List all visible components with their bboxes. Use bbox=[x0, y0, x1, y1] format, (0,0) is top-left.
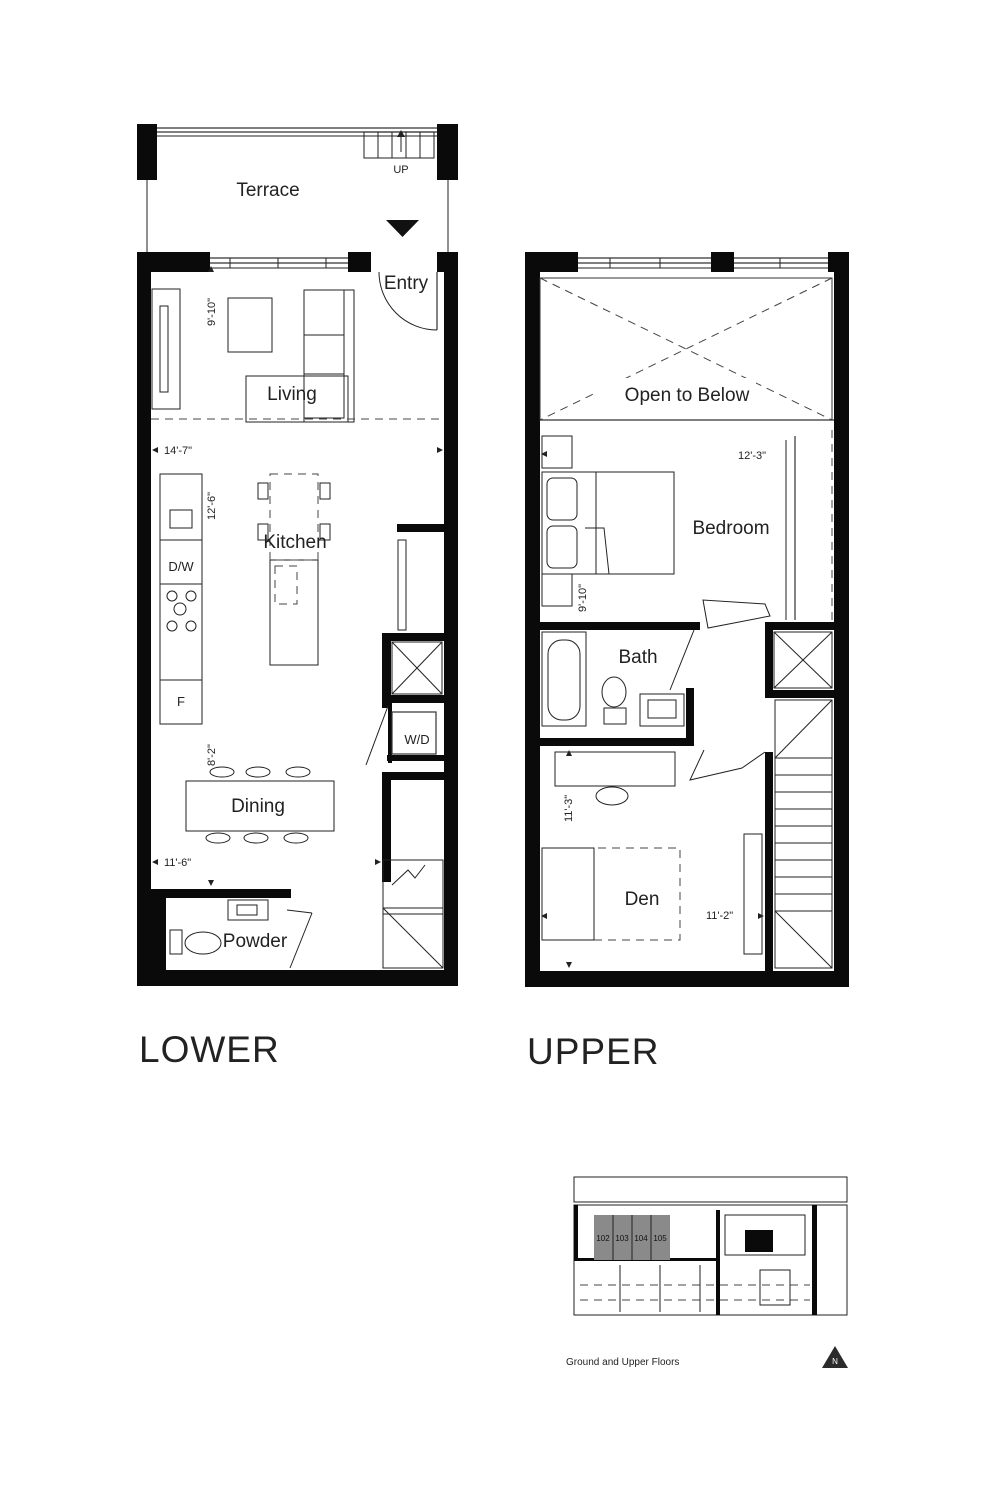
key-unit-105: 105 bbox=[653, 1234, 667, 1243]
room-label-den: Den bbox=[624, 889, 660, 910]
dim-bedroom-width: 12'-3" bbox=[738, 450, 767, 462]
north-label: N bbox=[832, 1357, 838, 1366]
room-label-bath: Bath bbox=[618, 647, 658, 668]
dim-width-back: 11'-6" bbox=[164, 857, 192, 869]
room-label-entry: Entry bbox=[383, 273, 429, 294]
room-label-dining: Dining bbox=[231, 796, 285, 817]
key-plan bbox=[566, 1177, 848, 1368]
living-furniture bbox=[151, 273, 444, 422]
key-unit-103: 103 bbox=[615, 1234, 629, 1243]
lower-walls bbox=[137, 252, 458, 986]
dining-area bbox=[186, 767, 334, 843]
bath-area bbox=[542, 630, 694, 726]
room-label-terrace: Terrace bbox=[236, 180, 300, 201]
room-label-kitchen: Kitchen bbox=[263, 532, 327, 553]
level-title-upper: UPPER bbox=[527, 1031, 660, 1072]
washer-dryer-label: W/D bbox=[404, 732, 430, 747]
room-label-powder: Powder bbox=[222, 931, 288, 952]
dim-den-depth: 11'-3" bbox=[563, 794, 575, 822]
kitchen-area bbox=[160, 474, 442, 765]
fridge-label: F bbox=[177, 694, 185, 709]
dim-living-depth: 9'-10" bbox=[206, 297, 218, 326]
room-label-open-to-below: Open to Below bbox=[624, 385, 750, 406]
upper-floor-plan bbox=[525, 252, 849, 987]
lower-floor-plan bbox=[137, 124, 458, 986]
upper-closet bbox=[774, 632, 832, 688]
room-label-living: Living bbox=[267, 384, 317, 405]
dim-den-width: 11'-2" bbox=[706, 910, 734, 922]
key-plan-caption: Ground and Upper Floors bbox=[566, 1357, 680, 1368]
dim-kitchen-depth: 12'-6" bbox=[206, 491, 218, 520]
den-area bbox=[542, 750, 765, 954]
dim-width-front: 14'-7" bbox=[164, 445, 193, 457]
entry-arrow-icon bbox=[386, 220, 419, 237]
lower-stair bbox=[383, 860, 443, 968]
powder-room bbox=[170, 900, 312, 968]
terrace-area bbox=[137, 124, 458, 252]
dim-bedroom-depth: 9'-10" bbox=[577, 583, 589, 612]
dim-dining-depth: 8'-2" bbox=[206, 744, 218, 766]
upper-stair bbox=[775, 700, 832, 968]
room-label-bedroom: Bedroom bbox=[692, 518, 770, 539]
stair-up-label: UP bbox=[393, 164, 409, 176]
open-to-below-area bbox=[540, 278, 834, 420]
key-unit-102: 102 bbox=[596, 1234, 610, 1243]
level-title-lower: LOWER bbox=[139, 1029, 280, 1070]
dishwasher-label: D/W bbox=[168, 559, 194, 574]
key-unit-104: 104 bbox=[634, 1234, 648, 1243]
